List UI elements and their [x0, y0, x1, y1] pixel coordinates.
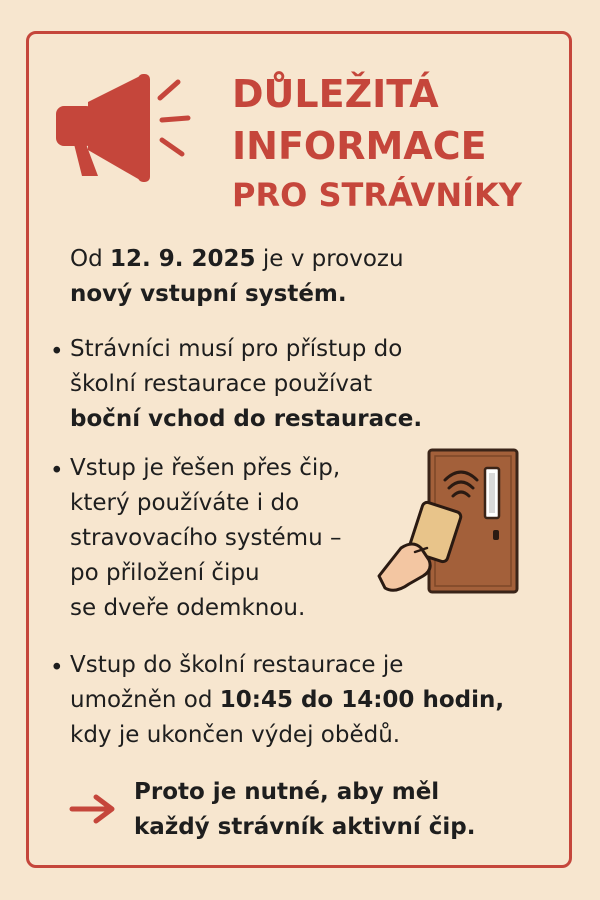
bullet-1-bold-line: [70, 402, 422, 437]
intro-date: 12. 9. 2025: [110, 246, 256, 272]
conclusion-line-1: Proto je nutné, aby měl: [134, 779, 440, 805]
arrow-right-icon: [68, 791, 118, 827]
conclusion-line-2: každý strávník aktivní čip.: [134, 814, 476, 840]
bullet-2-line: stravovacího systému –: [70, 525, 342, 551]
bullet-3-time: 10:45 do 14:00 hodin,: [219, 687, 505, 713]
title-line-1: DŮLEŽITÁ: [232, 72, 439, 116]
bullet-2: [70, 451, 341, 626]
bullet-3-line: Vstup do školní restaurace je: [70, 652, 404, 678]
door-chip-icon: [375, 448, 525, 598]
bullet-2-line: Vstup je řešen přes čip,: [70, 455, 341, 481]
intro-line-1: [70, 242, 404, 277]
bullet-3-prefix: umožněn od: [70, 687, 220, 713]
conclusion: [134, 775, 475, 845]
intro-paragraph: [70, 242, 404, 312]
bullet-1-line: Strávníci musí pro přístup do: [70, 336, 403, 362]
bullet-2-line: po přiložení čipu: [70, 560, 260, 586]
title-line-3: PRO STRÁVNÍKY: [232, 176, 522, 214]
bullet-1-bold: boční vchod do restaurace.: [70, 406, 423, 432]
intro-mid: je v provozu: [255, 246, 404, 272]
intro-line-2: [70, 277, 404, 312]
intro-bold: nový vstupní systém.: [70, 281, 347, 307]
bullet-1: [70, 332, 422, 437]
bullet-3-line-2: [70, 683, 504, 718]
title-line-2: INFORMACE: [232, 124, 487, 168]
bullet-3-line: kdy je ukončen výdej obědů.: [70, 722, 401, 748]
bullet-2-line: se dveře odemknou.: [70, 595, 306, 621]
intro-prefix: Od: [70, 246, 111, 272]
megaphone-icon: [48, 68, 198, 188]
bullet-3: [70, 648, 504, 753]
bullet-2-line: který používáte i do: [70, 490, 300, 516]
bullet-dot: •: [50, 339, 64, 365]
bullet-dot: •: [50, 458, 64, 484]
bullet-1-line: školní restaurace používat: [70, 371, 373, 397]
bullet-dot: •: [50, 655, 64, 681]
